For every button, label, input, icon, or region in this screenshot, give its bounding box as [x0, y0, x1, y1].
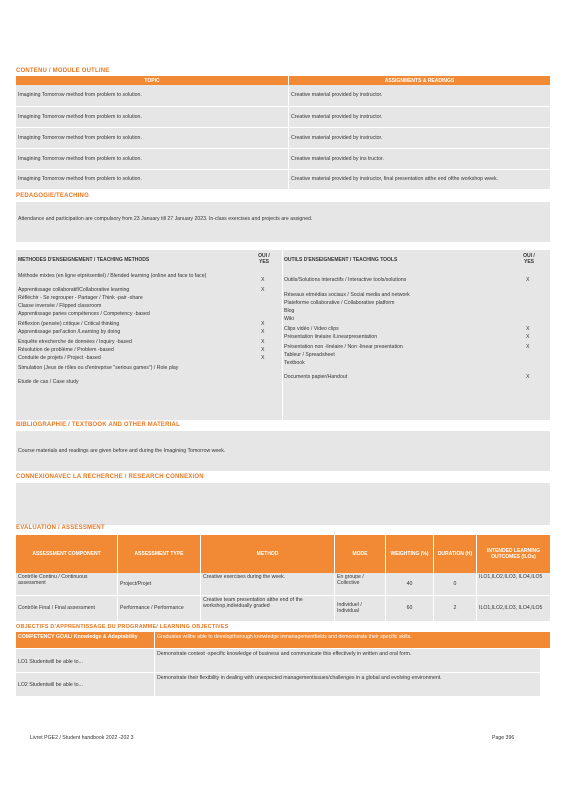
tools-header: OUTILS D'ENSEIGNEMENT / TEACHING TOOLS — [284, 257, 398, 263]
method-label: Apprentissage collaboratif/Collaborative learning — [18, 287, 130, 293]
tool-mark: X — [526, 326, 530, 332]
assign-cell: Creative material provided by instructor. — [291, 113, 383, 120]
method-label: Enquête etrecherche de données / Inquiry -based — [18, 339, 132, 345]
method-label: Réflexion (pensée) critique / Critical thinking — [18, 321, 120, 327]
list-item — [284, 352, 546, 360]
lo1-text: Demonstrate context -specific knowledge of business and communicate this effectively in written and oral form. — [157, 651, 412, 657]
assign-cell: Creative material provided by instructor. — [291, 134, 383, 141]
tool-label: Réseaux etmédias sociaux / Social media and network — [284, 292, 410, 298]
biblio-box — [16, 431, 550, 471]
list-item — [18, 365, 278, 379]
pedagogie-box — [16, 202, 550, 242]
list-item — [284, 360, 546, 374]
method-mark: X — [261, 287, 265, 293]
eval-cell: Performance / Performance — [118, 595, 201, 621]
biblio-text: Course materials and readings are given before and during the Imagining Tomorrow week. — [18, 448, 226, 454]
methods-yes-header: OUI / YES — [258, 253, 270, 265]
methods-header: METHODES D'ENSEIGNEMENT / TEACHING METHODS — [18, 257, 150, 263]
method-mark: X — [261, 321, 265, 327]
method-mark: X — [261, 277, 265, 283]
list-item — [284, 374, 546, 382]
topic-cell: Imagining Tomorrow method from problem to solution. — [16, 106, 289, 127]
competency-label: COMPETENCY GOAL/ Knowledge & Adaptability — [18, 634, 138, 640]
eval-cell: 60 — [386, 595, 434, 621]
competency-label-box — [16, 632, 154, 648]
method-label: Résolution de problème / Problem -based — [18, 347, 114, 353]
method-label: Réfléchir - Se regrouper - Partager / Think -pair -share — [18, 295, 143, 301]
pedagogie-heading: PEDAGOGIE/TEACHING — [16, 193, 89, 199]
table-row — [16, 106, 550, 127]
eval-cell: Creative team presentation atthe end of the workshop,individually graded — [201, 595, 335, 621]
tool-label: Présentation linéaire /Linearpresentation — [284, 334, 378, 340]
col-ilos: INTENDED LEARNING OUTCOMES (ILOs) — [477, 535, 551, 573]
table-row — [16, 85, 550, 106]
list-item — [18, 339, 278, 347]
tool-mark: X — [526, 344, 530, 350]
col-method: METHOD — [201, 535, 335, 573]
methods-list — [18, 273, 278, 387]
method-label: Etude de cas / Case study — [18, 379, 79, 385]
col-assignments: ASSIGNMENTS & READINGS — [289, 76, 551, 85]
eval-cell: Individuel / Individual — [335, 595, 386, 621]
lo2-text: Demonstrate their flexibility in dealing with unexpected managementissues/challenges in a global and evolving environment. — [157, 675, 442, 681]
tools-yes-header: OUI / YES — [523, 253, 535, 265]
evaluation-table — [16, 535, 550, 621]
eval-cell: 2 — [434, 595, 477, 621]
col-type: ASSESSMENT TYPE — [118, 535, 201, 573]
competency-text-box — [155, 632, 550, 648]
footer-left: Livret PGE2 / Student handbook 2022 -202 3 — [30, 735, 134, 741]
list-item — [284, 334, 546, 344]
biblio-heading: BIBLIOGRAPHIE / TEXTBOOK AND OTHER MATERIAL — [16, 422, 180, 428]
connexion-box — [16, 483, 550, 525]
tool-mark: X — [526, 374, 530, 380]
assign-cell: Creative material provided by ins tructor. — [291, 155, 384, 162]
topic-cell: Imagining Tomorrow method from problem to solution. — [16, 148, 289, 169]
contenu-table — [16, 76, 550, 189]
method-mark: X — [261, 339, 265, 345]
tool-label: Outils/Solutions interactifs / Interactive tools/solutions — [284, 277, 407, 283]
lo1-label: LO1 Studentwill be able to... — [18, 659, 83, 665]
tool-label: Clips vidéo / Video clips — [284, 326, 339, 332]
list-item — [18, 295, 278, 303]
topic-cell: Imagining Tomorrow method from problem to solution. — [16, 169, 289, 189]
list-item — [284, 326, 546, 334]
method-label: Méthode mixtes (en ligne etprésentiel) / Blended learning (online and face to face) — [18, 273, 207, 279]
eval-cell: Contrôle Final / Final assessment — [16, 595, 118, 621]
col-duration: DURATION (H) — [434, 535, 477, 573]
table-row — [16, 573, 550, 595]
tool-label: Plateforme collaborative / Collaborative platform — [284, 300, 395, 306]
list-item — [284, 344, 546, 352]
list-item — [284, 316, 546, 326]
method-mark: X — [261, 347, 265, 353]
method-mark: X — [261, 355, 265, 361]
divider — [282, 250, 283, 420]
table-row — [16, 127, 550, 148]
evaluation-heading: EVALUATION / ASSESSMENT — [16, 525, 105, 531]
eval-cell: 0 — [434, 573, 477, 595]
contenu-heading: CONTENU / MODULE OUTLINE — [16, 68, 110, 74]
objectifs-heading: OBJECTIFS D'APPRENTISSAGE DU PROGRAMME/ LEARNING OBJECTIVES — [16, 624, 229, 630]
objectifs-box — [16, 632, 550, 697]
page-number: Page 396 — [492, 735, 515, 741]
tool-mark: X — [526, 334, 530, 340]
list-item — [18, 347, 278, 355]
assign-cell: Creative material provided by instructor. — [291, 92, 383, 99]
method-mark: X — [261, 329, 265, 335]
list-item — [284, 292, 546, 300]
method-label: Apprentissage parl'action /Learning by doing — [18, 329, 121, 335]
list-item — [284, 277, 546, 292]
competency-text: Graduates willbe able to developthorough knowledge inmanagementfields and demonstrate their specific skills. — [157, 634, 412, 640]
lo2-label: LO2 Studentwill be able to... — [18, 682, 83, 688]
eval-cell: Project/Projet — [118, 573, 201, 595]
tool-label: Blog — [284, 308, 295, 314]
list-item — [18, 303, 278, 311]
method-label: Simulation (Jeux de rôles ou d'entreprise "serious games") / Role play — [18, 365, 179, 371]
list-item — [18, 329, 278, 339]
list-item — [284, 300, 546, 308]
tool-label: Présentation non -linéaire / Non -linear presentation — [284, 344, 403, 350]
list-item — [18, 287, 278, 295]
col-topic: TOPIC — [16, 76, 289, 85]
eval-cell: Creative exercises during the week. — [201, 573, 335, 595]
eval-cell: 40 — [386, 573, 434, 595]
list-item — [18, 311, 278, 321]
list-item — [18, 355, 278, 365]
eval-cell: En groupe / Collective — [335, 573, 386, 595]
col-component: ASSESSMENT COMPONENT — [16, 535, 118, 573]
list-item — [18, 379, 278, 387]
connexion-heading: CONNEXIONAVEC LA RECHERCHE / RESEARCH CONNEXION — [16, 474, 204, 480]
divider — [16, 672, 540, 673]
col-mode: MODE — [335, 535, 386, 573]
topic-cell: Imagining Tomorrow method from problem to solution. — [16, 127, 289, 148]
table-row — [16, 595, 550, 621]
list-item — [18, 321, 278, 329]
eval-cell: Contrôle Continu / Continuous assessment — [16, 573, 118, 595]
list-item — [284, 308, 546, 316]
table-row — [16, 169, 550, 189]
method-label: Classe inversée / Flipped classroom — [18, 303, 102, 309]
list-item — [18, 273, 278, 287]
topic-cell: Imagining Tomorrow method from problem to solution. — [16, 85, 289, 106]
tool-label: Textbook — [284, 360, 305, 366]
method-label: Conduite de projets / Project -based — [18, 355, 101, 361]
tool-label: Tableur / Spreadsheet — [284, 352, 335, 358]
tool-label: Documents papier/Handout — [284, 374, 348, 380]
tools-list — [284, 277, 546, 382]
eval-cell: ILO1,ILO2,ILO3, ILO4,ILO5 — [479, 574, 543, 580]
table-row — [16, 148, 550, 169]
tool-label: Wiki — [284, 316, 294, 322]
method-label: Apprentissage paries compétences / Competency -based — [18, 311, 150, 317]
assign-cell: Creative material provided by instructor, final presentation atthe end ofthe workshop week. — [291, 176, 499, 183]
col-weighting: WEIGHTING (%) — [386, 535, 434, 573]
tool-mark: X — [526, 277, 530, 283]
eval-cell: ILO1,ILO2,ILO3, ILO4,ILO5 — [479, 605, 543, 612]
pedagogie-text: Attendance and participation are compulsory from 23 January till 27 January 2023. In-class exercises and projects are assigned. — [18, 216, 313, 222]
